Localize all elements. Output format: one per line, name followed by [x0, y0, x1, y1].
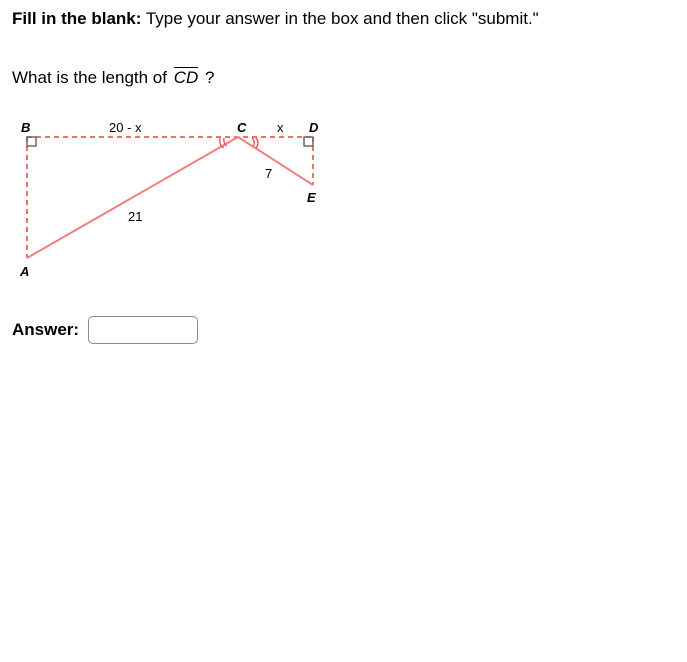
instructions-label: Fill in the blank:: [12, 9, 142, 28]
label-bc: 20 - x: [109, 120, 142, 135]
question-prefix: What is the length of: [12, 68, 167, 87]
segment-ce: [238, 137, 313, 185]
instructions: [12, 8, 539, 30]
segment-cd-label: CD: [173, 68, 199, 87]
label-ce: 7: [265, 166, 273, 181]
question-suffix: ?: [205, 68, 215, 87]
point-label-d: D: [309, 120, 319, 135]
right-angle-b: [27, 137, 36, 146]
answer-input[interactable]: [88, 316, 198, 344]
angle-arc-dce: [252, 138, 254, 146]
point-label-e: E: [307, 190, 316, 205]
label-cd: x: [277, 120, 284, 135]
point-label-a: A: [20, 264, 30, 279]
answer-label: Answer:: [12, 320, 80, 339]
instructions-text: Type your answer in the box and then click "submit.": [145, 9, 539, 28]
right-angle-d: [304, 137, 313, 146]
question-text: [12, 67, 214, 89]
segment-ac: [27, 137, 238, 258]
label-ac: 21: [128, 209, 143, 224]
angle-arc-dce-2: [256, 138, 258, 148]
answer-row: [12, 316, 198, 344]
point-label-c: C: [237, 120, 247, 135]
point-label-b: B: [21, 120, 31, 135]
geometry-diagram: [0, 110, 360, 290]
